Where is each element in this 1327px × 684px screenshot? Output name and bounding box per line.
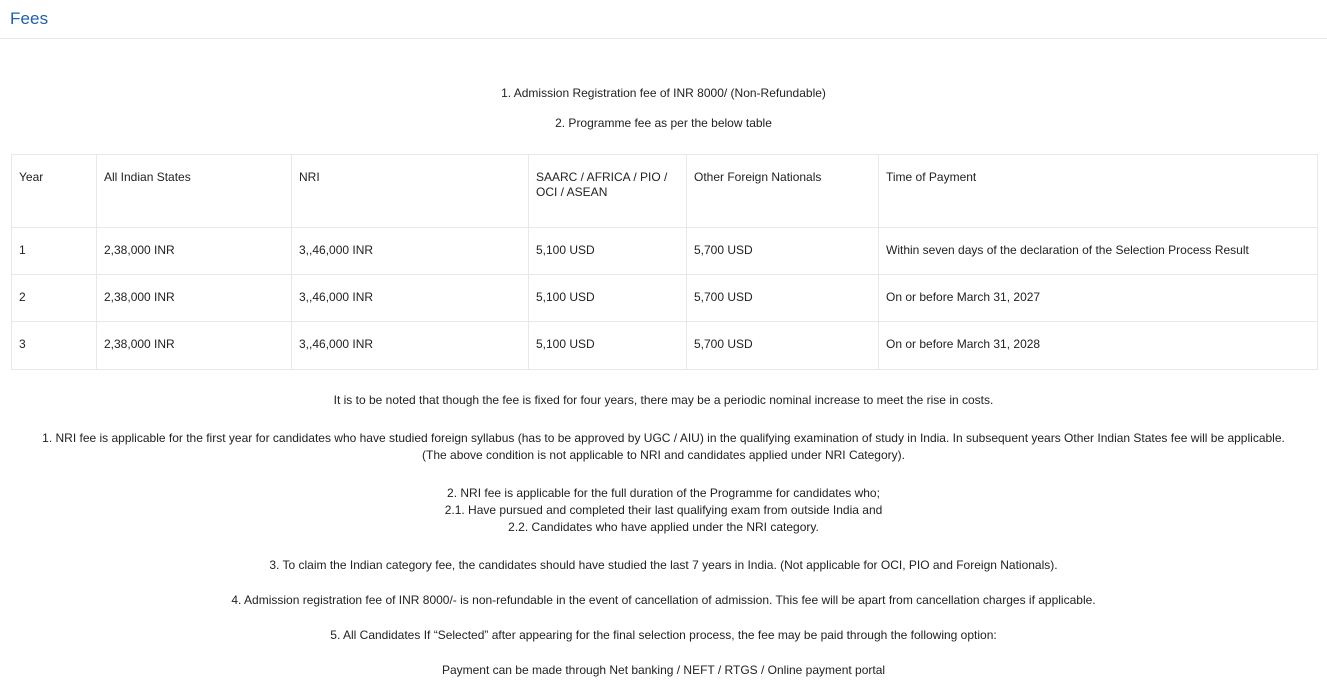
column-header-other-foreign-nationals: Other Foreign Nationals bbox=[687, 155, 879, 228]
fees-table-body bbox=[12, 228, 1318, 370]
cell-time-of-payment: On or before March 31, 2028 bbox=[879, 322, 1318, 370]
column-header-all-indian-states: All Indian States bbox=[97, 155, 292, 228]
table-row bbox=[12, 275, 1318, 322]
cell-other-foreign-nationals: 5,700 USD bbox=[687, 275, 879, 322]
table-row bbox=[12, 228, 1318, 275]
notes-section bbox=[0, 370, 1327, 679]
fees-table-header bbox=[12, 155, 1318, 228]
note-3: 3. To claim the Indian category fee, the candidates should have studied the last 7 years in India. (Not applicable for OCI, PIO and Foreign Nationals). bbox=[269, 558, 1058, 572]
cell-other-foreign-nationals: 5,700 USD bbox=[687, 228, 879, 275]
note-5: 5. All Candidates If “Selected” after appearing for the final selection process, the fee may be paid through the following option: bbox=[330, 628, 997, 642]
column-header-time-of-payment: Time of Payment bbox=[879, 155, 1318, 228]
payment-methods-line: Payment can be made through Net banking / NEFT / RTGS / Online payment portal bbox=[441, 663, 886, 677]
cell-time-of-payment: Within seven days of the declaration of the Selection Process Result bbox=[879, 228, 1318, 275]
cell-all-indian-states: 2,38,000 INR bbox=[97, 275, 292, 322]
note-1-line-2: (The above condition is not applicable to NRI and candidates applied under NRI Category). bbox=[422, 448, 905, 462]
note-2-1: 2.1. Have pursued and completed their last qualifying exam from outside India and bbox=[444, 503, 883, 517]
cell-all-indian-states: 2,38,000 INR bbox=[97, 322, 292, 370]
cell-year: 1 bbox=[12, 228, 97, 275]
note-2-2: 2.2. Candidates who have applied under the NRI category. bbox=[508, 520, 819, 534]
intro-line-registration-fee: 1. Admission Registration fee of INR 8000/ (Non-Refundable) bbox=[501, 86, 826, 100]
column-header-saarc-africa-pio-oci-asean: SAARC / AFRICA / PIO / OCI / ASEAN bbox=[529, 155, 687, 228]
cell-time-of-payment: On or before March 31, 2027 bbox=[879, 275, 1318, 322]
cell-other-foreign-nationals: 5,700 USD bbox=[687, 322, 879, 370]
cell-nri: 3,,46,000 INR bbox=[292, 228, 529, 275]
fees-table-container bbox=[11, 154, 1317, 370]
cell-nri: 3,,46,000 INR bbox=[292, 275, 529, 322]
cell-year: 3 bbox=[12, 322, 97, 370]
note-fixed-fee: It is to be noted that though the fee is fixed for four years, there may be a periodic nominal increase to meet the rise in costs. bbox=[333, 393, 994, 407]
note-4: 4. Admission registration fee of INR 8000/- is non-refundable in the event of cancellation of admission. This fee will be apart from cancellation charges if applicable. bbox=[231, 593, 1096, 607]
cell-saarc: 5,100 USD bbox=[529, 275, 687, 322]
cell-nri: 3,,46,000 INR bbox=[292, 322, 529, 370]
note-2-line-1: 2. NRI fee is applicable for the full duration of the Programme for candidates who; bbox=[447, 486, 880, 500]
cell-all-indian-states: 2,38,000 INR bbox=[97, 228, 292, 275]
cell-saarc: 5,100 USD bbox=[529, 322, 687, 370]
intro-section bbox=[0, 39, 1327, 129]
column-header-year: Year bbox=[12, 155, 97, 228]
column-header-nri: NRI bbox=[292, 155, 529, 228]
intro-line-programme-fee: 2. Programme fee as per the below table bbox=[555, 116, 772, 130]
fees-table bbox=[11, 154, 1318, 370]
cell-saarc: 5,100 USD bbox=[529, 228, 687, 275]
table-header-row bbox=[12, 155, 1318, 228]
table-row bbox=[12, 322, 1318, 370]
note-1-line-1: 1. NRI fee is applicable for the first year for candidates who have studied foreign syllabus (has to be approved by UGC / AIU) in the qualifying examination of study in India. In subsequent years Other Indian States fee will be applicable. bbox=[42, 431, 1285, 445]
page-title: Fees bbox=[10, 9, 49, 28]
cell-year: 2 bbox=[12, 275, 97, 322]
page-header bbox=[0, 0, 1327, 39]
